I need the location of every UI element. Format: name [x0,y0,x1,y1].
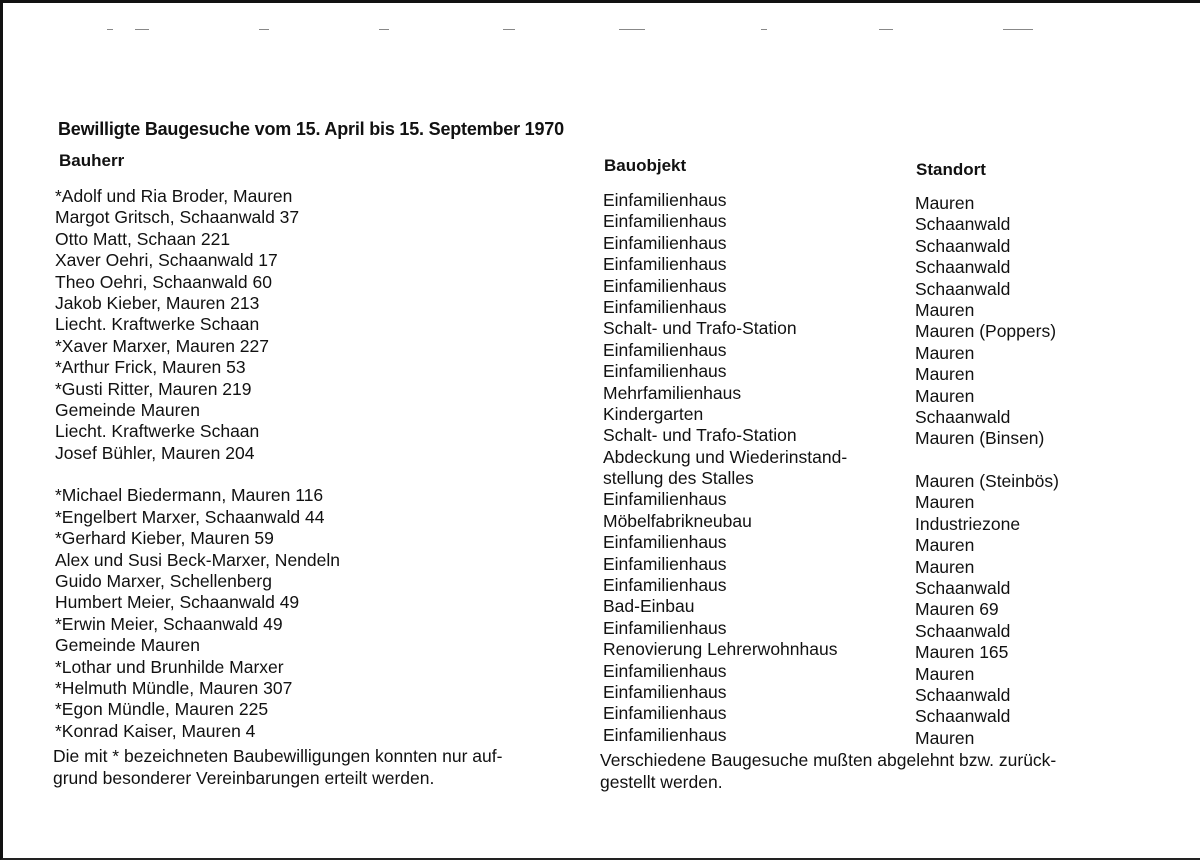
standort-row: Mauren [915,556,975,577]
standort-row: Schaanwald [915,684,1011,705]
bauherr-row: Alex und Susi Beck-Marxer, Nendeln [55,549,340,570]
bauobjekt-row: Schalt- und Trafo-Station [603,425,797,446]
bauherr-row: Gemeinde Mauren [55,399,200,420]
bauobjekt-row: Einfamilienhaus [603,724,727,745]
bauherr-row: *Michael Biedermann, Mauren 116 [55,485,324,506]
bauherr-row: *Arthur Frick, Mauren 53 [55,357,246,378]
bauherr-row: Xaver Oehri, Schaanwald 17 [55,250,278,271]
bauobjekt-row: Einfamilienhaus [603,254,727,275]
bauherr-row: *Konrad Kaiser, Mauren 4 [55,720,256,741]
bauherr-column [55,186,340,742]
bauobjekt-row: Renovierung Lehrerwohnhaus [603,639,838,660]
standort-row: Schaanwald [915,214,1011,235]
bauobjekt-row: Einfamilienhaus [603,296,727,317]
standort-row: Mauren [915,193,975,213]
bauherr-row: Theo Oehri, Schaanwald 60 [55,271,272,292]
standort-row: Mauren 69 [915,599,999,620]
bauherr-row [55,464,340,485]
bauobjekt-row: Einfamilienhaus [603,361,727,382]
bauobjekt-row: Einfamilienhaus [603,339,727,360]
standort-row: Mauren (Binsen) [915,428,1045,449]
bauherr-row: *Erwin Meier, Schaanwald 49 [55,613,283,634]
bauobjekt-row: Kindergarten [603,403,704,424]
standort-row: Schaanwald [915,706,1011,727]
bauobjekt-row: Bad-Einbau [603,596,695,617]
bauobjekt-row: Einfamilienhaus [603,190,727,210]
bauobjekt-row: Einfamilienhaus [603,660,727,681]
standort-row: Mauren [915,299,975,320]
bauherr-row: *Engelbert Marxer, Schaanwald 44 [55,506,325,527]
standort-row: Mauren [915,385,975,406]
document-title: Bewilligte Baugesuche vom 15. April bis 15. September 1970 [58,119,564,139]
footnote-right-line: gestellt werden. [600,771,723,792]
bauherr-row: Margot Gritsch, Schaanwald 37 [55,207,300,228]
bauobjekt-row: Schalt- und Trafo-Station [603,318,797,339]
column-header-bauobjekt: Bauobjekt [604,156,687,175]
standort-row: Schaanwald [915,235,1011,256]
bauherr-row: Liecht. Kraftwerke Schaan [55,421,260,442]
scan-specks [3,29,1200,37]
bauobjekt-row: Einfamilienhaus [603,575,727,596]
standort-column [915,193,1059,749]
standort-row: Mauren 165 [915,642,1009,663]
footnote-left-line: grund besonderer Vereinbarungen erteilt werden. [53,767,435,788]
bauobjekt-row: stellung des Stalles [603,468,754,489]
standort-row: Mauren [915,663,975,684]
standort-row: Schaanwald [915,620,1011,641]
standort-row: Mauren (Poppers) [915,321,1057,342]
standort-row [915,450,1059,471]
bauobjekt-row: Einfamilienhaus [603,703,727,724]
bauherr-row: *Xaver Marxer, Mauren 227 [55,335,269,356]
bauherr-row: *Egon Mündle, Mauren 225 [55,699,269,720]
footnote-left [53,746,502,789]
bauobjekt-row: Einfamilienhaus [603,553,727,574]
bauobjekt-row: Einfamilienhaus [603,532,727,553]
bauherr-row: Jakob Kieber, Mauren 213 [55,292,260,313]
column-header-bauherr: Bauherr [59,151,125,170]
bauherr-row: *Gusti Ritter, Mauren 219 [55,378,252,399]
standort-row: Mauren [915,535,975,556]
bauherr-row: Guido Marxer, Schellenberg [55,571,272,592]
bauobjekt-row: Einfamilienhaus [603,211,727,232]
bauherr-row: *Lothar und Brunhilde Marxer [55,656,284,677]
bauobjekt-row: Mehrfamilienhaus [603,382,742,403]
bauherr-row: Otto Matt, Schaan 221 [55,228,231,249]
standort-row: Schaanwald [915,406,1011,427]
bauherr-row: Humbert Meier, Schaanwald 49 [55,592,300,613]
bauobjekt-row: Einfamilienhaus [603,232,727,253]
bauobjekt-row: Möbelfabrikneubau [603,510,752,531]
standort-row: Mauren [915,342,975,363]
standort-row: Schaanwald [915,578,1011,599]
standort-row: Mauren [915,727,975,748]
standort-row: Mauren [915,364,975,385]
standort-row: Mauren [915,492,975,513]
bauherr-row: Gemeinde Mauren [55,635,200,656]
bauobjekt-row: Einfamilienhaus [603,275,727,296]
bauobjekt-row: Einfamilienhaus [603,617,727,638]
column-header-standort: Standort [916,160,986,179]
bauherr-row: *Adolf und Ria Broder, Mauren [55,186,293,206]
bauherr-row: *Gerhard Kieber, Mauren 59 [55,528,274,549]
bauherr-row: Josef Bühler, Mauren 204 [55,442,255,463]
bauobjekt-row: Einfamilienhaus [603,489,727,510]
standort-row: Schaanwald [915,278,1011,299]
footnote-left-line: Die mit * bezeichneten Baubewilligungen konnten nur auf- [53,746,503,766]
bauobjekt-row: Abdeckung und Wiederinstand- [603,446,848,467]
bauobjekt-column [603,190,847,746]
bauherr-row: Liecht. Kraftwerke Schaan [55,314,260,335]
bauherr-row: *Helmuth Mündle, Mauren 307 [55,677,293,698]
standort-row: Mauren (Steinbös) [915,471,1059,492]
standort-row: Industriezone [915,513,1021,534]
footnote-right [600,750,1056,793]
footnote-right-line: Verschiedene Baugesuche mußten abgelehnt bzw. zurück- [600,750,1057,770]
bauobjekt-row: Einfamilienhaus [603,681,727,702]
standort-row: Schaanwald [915,257,1011,278]
